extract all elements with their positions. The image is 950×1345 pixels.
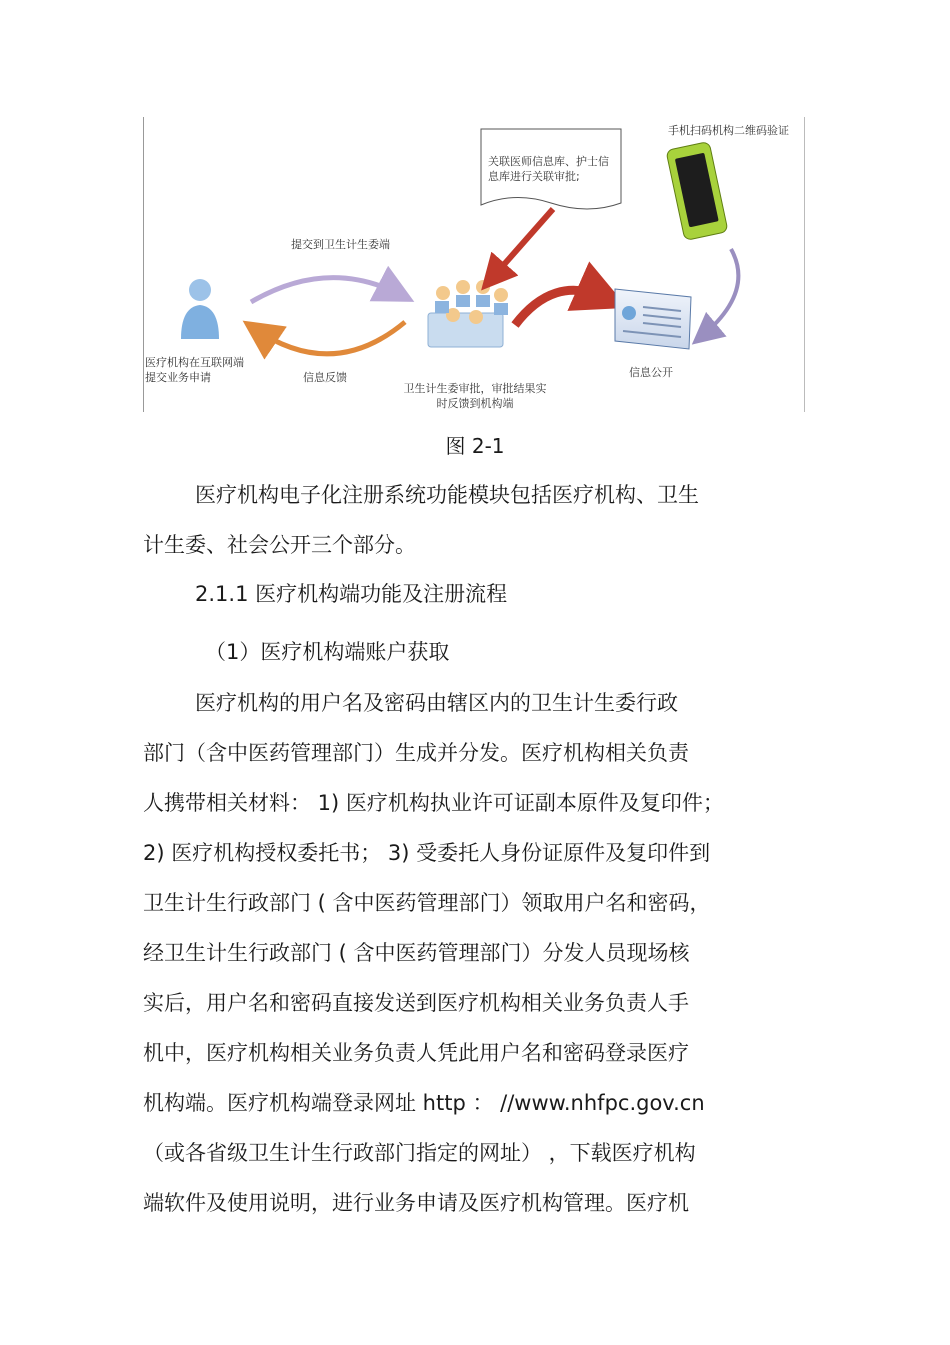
phone-caption: 手机扫码机构二维码验证 bbox=[668, 124, 789, 137]
paragraph-line: 医疗机构的用户名及密码由辖区内的卫生计生委行政 bbox=[195, 691, 678, 715]
paragraph-line: 经卫生计生行政部门 ( 含中医药管理部门）分发人员现场核 bbox=[143, 941, 690, 965]
verify-arrow bbox=[701, 249, 738, 337]
figure-caption: 图 2-1 bbox=[445, 434, 505, 458]
person-icon bbox=[181, 279, 219, 339]
subsection-heading: （1）医疗机构端账户获取 bbox=[205, 640, 450, 664]
phone-icon bbox=[666, 141, 728, 240]
paragraph-line: 卫生计生行政部门 ( 含中医药管理部门）领取用户名和密码， bbox=[143, 891, 711, 915]
submit-arrow bbox=[251, 278, 401, 302]
approval-label: 卫生计生委审批，审批结果实时反馈到机构端 bbox=[403, 382, 547, 410]
workflow-diagram bbox=[143, 117, 805, 412]
review-note-label: 关联医师信息库、护士信息库进行关联审批; bbox=[488, 155, 609, 183]
section-heading: 2.1.1 医疗机构端功能及注册流程 bbox=[195, 582, 508, 606]
paragraph-line: （或各省级卫生计生行政部门指定的网址） ，下载医疗机构 bbox=[143, 1141, 696, 1165]
meeting-icon bbox=[428, 280, 508, 347]
paragraph-line: 人携带相关材料： 1) 医疗机构执业许可证副本原件及复印件； bbox=[143, 791, 724, 815]
publish-arrow bbox=[515, 290, 603, 325]
applicant-label: 医疗机构在互联网端提交业务申请 bbox=[145, 356, 244, 384]
feedback-label: 信息反馈 bbox=[303, 371, 347, 384]
paragraph-line: 部门（含中医药管理部门）生成并分发。医疗机构相关负责 bbox=[143, 741, 689, 765]
paragraph-line: 机中，医疗机构相关业务负责人凭此用户名和密码登录医疗 bbox=[143, 1041, 689, 1065]
website-screen-icon bbox=[615, 289, 691, 349]
paragraph-line: 2) 医疗机构授权委托书； 3) 受委托人身份证原件及复印件到 bbox=[143, 841, 711, 865]
paragraph-line: 实后，用户名和密码直接发送到医疗机构相关业务负责人手 bbox=[143, 991, 689, 1015]
feedback-arrow bbox=[255, 322, 405, 354]
paragraph-line: 端软件及使用说明，进行业务申请及医疗机构管理。医疗机 bbox=[143, 1191, 689, 1215]
paragraph-line: 计生委、社会公开三个部分。 bbox=[143, 533, 416, 557]
review-arrow bbox=[493, 209, 553, 277]
paragraph-line: 医疗机构电子化注册系统功能模块包括医疗机构、卫生 bbox=[195, 483, 699, 507]
paragraph-line: 机构端。医疗机构端登录网址 http ： //www.nhfpc.gov.cn bbox=[143, 1091, 705, 1115]
submit-label: 提交到卫生计生委端 bbox=[291, 238, 390, 251]
publish-label: 信息公开 bbox=[629, 366, 673, 379]
